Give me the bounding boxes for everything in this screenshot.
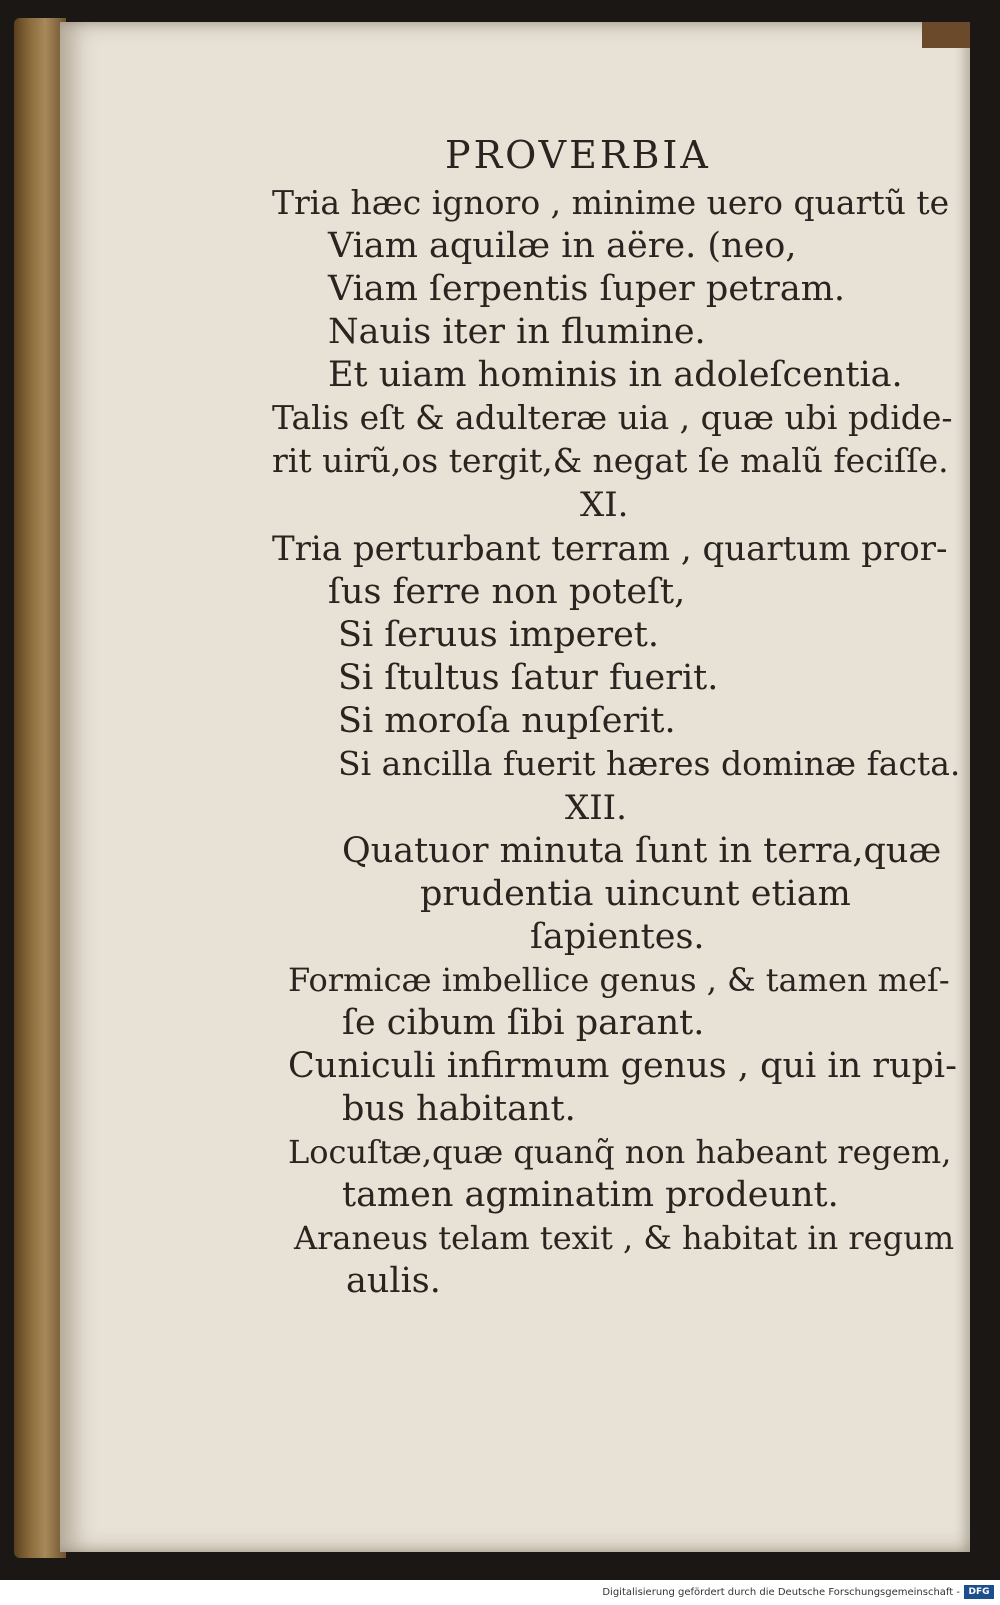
section-numeral: XI. (580, 485, 629, 525)
text-line: Araneus telam texit , & habitat in regum (294, 1219, 955, 1257)
text-line: ſus ferre non poteſt, (328, 572, 686, 612)
text-line: Talis eſt & adulteræ uia , quæ ubi pdide- (272, 398, 953, 437)
text-line: Viam ſerpentis ſuper petram. (328, 269, 846, 309)
text-line: Et uiam hominis in adoleſcentia. (328, 355, 903, 395)
text-line: Tria hæc ignoro , minime uero quartũ te (272, 183, 950, 222)
text-line: tamen agminatim prodeunt. (342, 1175, 839, 1215)
text-line: ſapientes. (530, 917, 705, 957)
text-line: Si ſeruus imperet. (338, 615, 659, 655)
text-line: Viam aquilæ in aëre. (neo, (328, 226, 797, 266)
book-page (60, 22, 970, 1552)
text-line: Formicæ imbellice genus , & tamen meſ- (288, 961, 950, 999)
footer-credit: Digitalisierung gefördert durch die Deutsche Forschungsgemeinschaft - (602, 1587, 960, 1598)
text-line: Tria perturbant terram , quartum pror- (272, 529, 948, 569)
text-line: Locuſtæ,quæ quanq̃ non habeant regem, (288, 1133, 952, 1171)
text-line: bus habitant. (342, 1089, 576, 1129)
digitization-footer (0, 1580, 1000, 1605)
text-line: rit uirũ,os tergit,& negat ſe malũ feciſſe. (272, 441, 949, 480)
text-line: Si ancilla fuerit hæres dominæ facta. (338, 744, 961, 783)
text-line: Cuniculi infirmum genus , qui in rupi- (288, 1046, 957, 1086)
text-line: Quatuor minuta ſunt in terra,quæ (342, 831, 942, 871)
text-line: ſe cibum ſibi parant. (342, 1003, 705, 1043)
book-spine (14, 18, 66, 1558)
text-line: Nauis iter in flumine. (328, 312, 706, 352)
page-text (60, 22, 970, 1552)
text-line: aulis. (346, 1261, 441, 1301)
text-line: Si moroſa nupſerit. (338, 701, 676, 741)
text-line: Si ſtultus ſatur fuerit. (338, 658, 719, 698)
dfg-logo: DFG (964, 1585, 994, 1599)
text-line: prudentia uincunt etiam (420, 874, 851, 914)
page-header: PROVERBIA (445, 133, 711, 177)
section-numeral: XII. (565, 788, 627, 828)
